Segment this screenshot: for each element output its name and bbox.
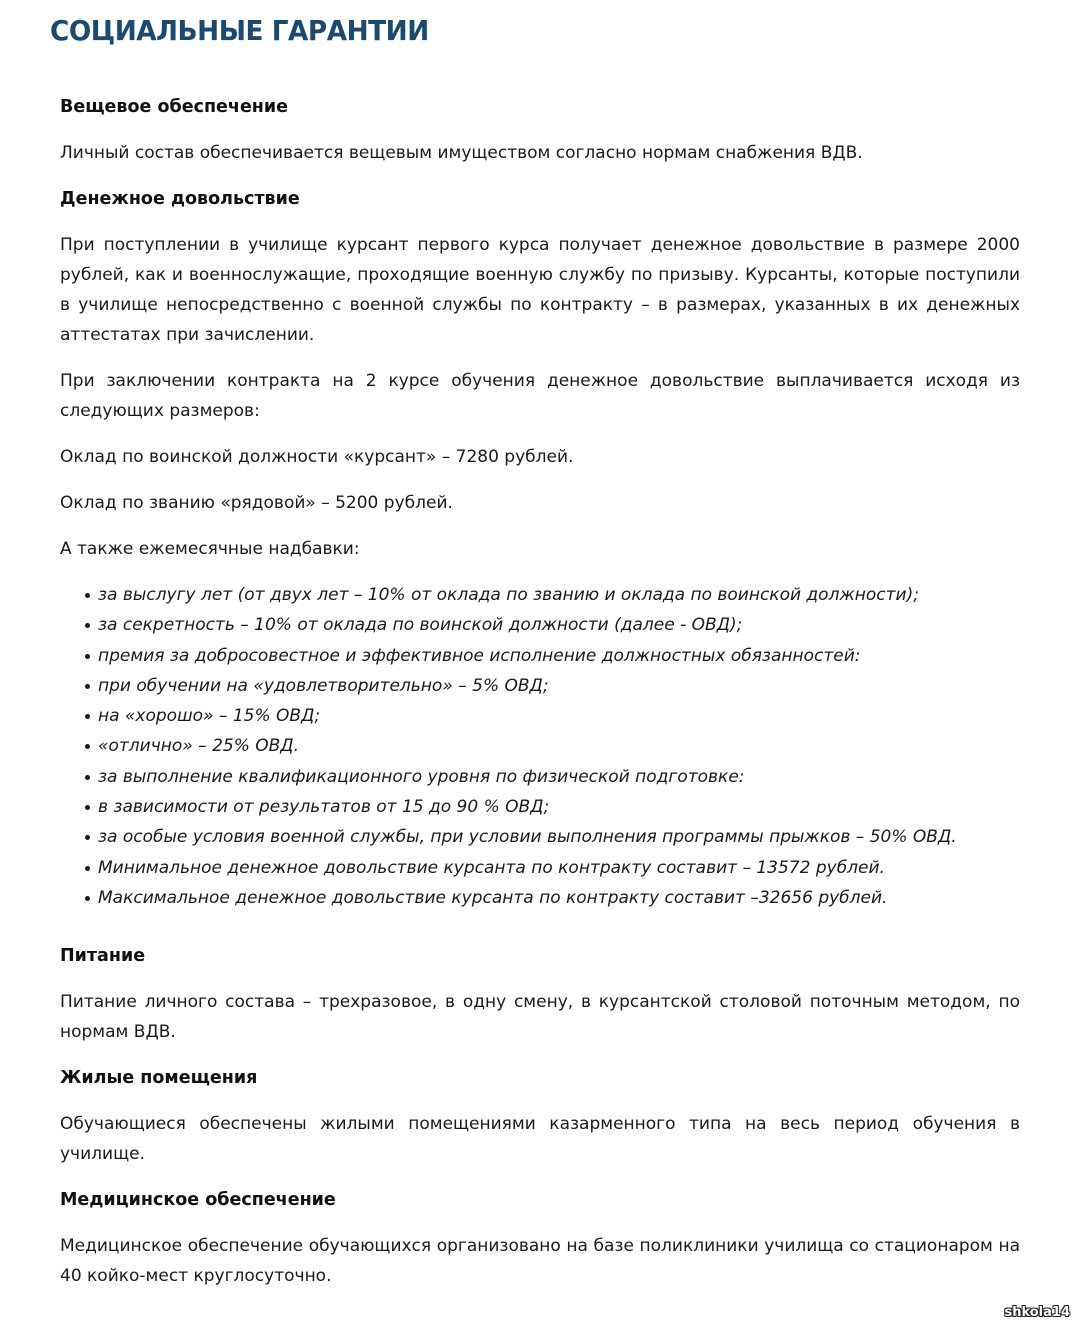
section-heading-food: Питание	[60, 946, 146, 967]
section-heading-housing: Жилые помещения	[60, 1068, 258, 1089]
list-item: в зависимости от результатов от 15 до 90 % ОВД;	[98, 792, 1020, 822]
list-item: за особые условия военной службы, при условии выполнения программы прыжков – 50% ОВД.	[98, 822, 1020, 852]
food-text: Питание личного состава – трехразовое, в одну смену, в курсантской столовой поточным методом, по нормам ВДВ.	[60, 992, 1020, 1043]
section-heading-medical: Медицинское обеспечение	[60, 1190, 336, 1211]
list-item: за секретность – 10% от оклада по воинской должности (далее - ОВД);	[98, 610, 1020, 640]
list-item: «отлично» – 25% ОВД.	[98, 731, 1020, 761]
allowance-bonus-list	[60, 580, 1020, 913]
section-heading-clothing: Вещевое обеспечение	[60, 97, 289, 117]
list-item: Минимальное денежное довольствие курсанта по контракту составит – 13572 рублей.	[98, 853, 1020, 883]
allowance-paragraph-3: Оклад по воинской должности «курсант» – 7280 рублей.	[60, 447, 574, 467]
section-heading-allowance: Денежное довольствие	[60, 189, 300, 209]
article-content	[60, 92, 1020, 1291]
list-item: на «хорошо» – 15% ОВД;	[98, 701, 1020, 731]
allowance-paragraph-1: При поступлении в училище курсант первого курса получает денежное довольствие в размере 2000 рублей, как и военнослужащие, проходящие военную службу по призыву. Курсанты, которые поступили в училище непосредственно с военной службы по контракту – в размерах, указанных в их денежных аттестатах при зачислении.	[60, 235, 1020, 345]
medical-text: Медицинское обеспечение обучающихся организовано на базе поликлиники училища со стационаром на 40 койко-мест круглосуточно.	[60, 1236, 1020, 1287]
allowance-paragraph-5: А также ежемесячные надбавки:	[60, 539, 360, 559]
clothing-text: Личный состав обеспечивается вещевым имуществом согласно нормам снабжения ВДВ.	[60, 143, 863, 163]
page-title: СОЦИАЛЬНЫЕ ГАРАНТИИ	[50, 14, 429, 47]
list-item: Максимальное денежное довольствие курсанта по контракту составит –32656 рублей.	[98, 883, 1020, 913]
list-item: за выполнение квалификационного уровня по физической подготовке:	[98, 762, 1020, 792]
allowance-paragraph-2: При заключении контракта на 2 курсе обучения денежное довольствие выплачивается исходя из следующих размеров:	[60, 371, 1020, 421]
list-item: за выслугу лет (от двух лет – 10% от оклада по званию и оклада по воинской должности);	[98, 580, 1020, 610]
list-item: премия за добросовестное и эффективное исполнение должностных обязанностей:	[98, 641, 1020, 671]
allowance-paragraph-4: Оклад по званию «рядовой» – 5200 рублей.	[60, 493, 453, 513]
housing-text: Обучающиеся обеспечены жилыми помещениями казарменного типа на весь период обучения в училище.	[60, 1114, 1020, 1165]
list-item: при обучении на «удовлетворительно» – 5% ОВД;	[98, 671, 1020, 701]
watermark: shkola14	[1004, 1305, 1070, 1320]
